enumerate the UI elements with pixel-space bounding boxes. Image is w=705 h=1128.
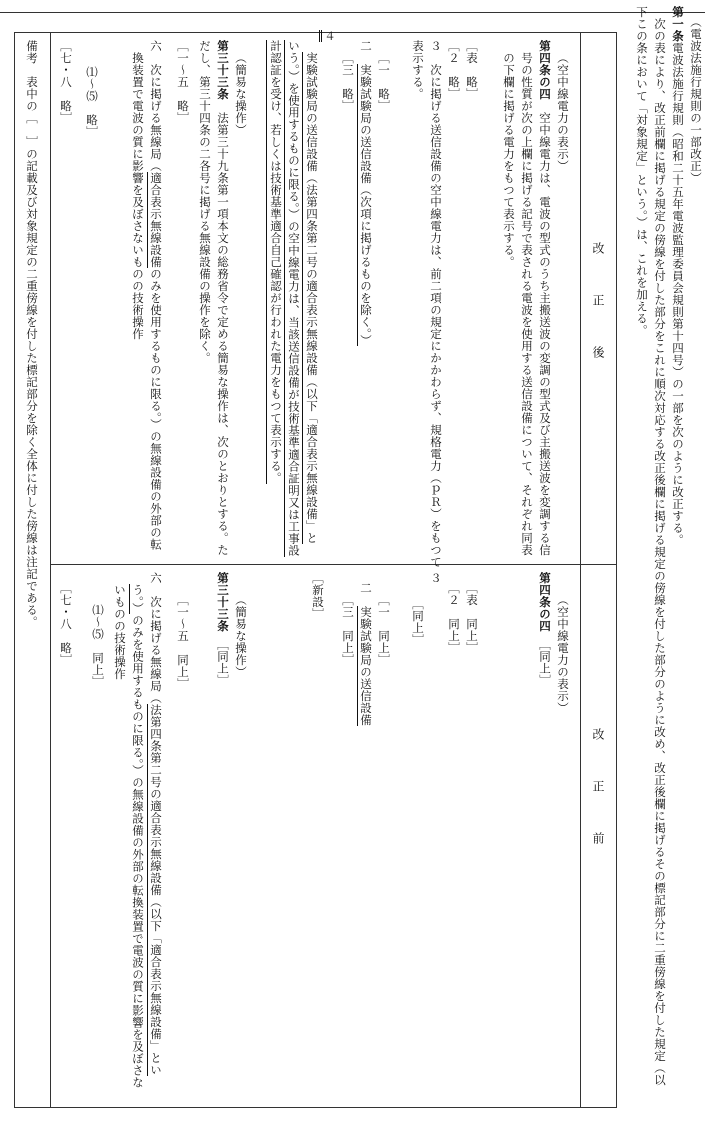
before-p3-same: ［同上］	[410, 598, 425, 646]
after-i6-c: 換装置で電波の質に影響を及ぼさないものの技術操作	[130, 52, 145, 340]
after-i2-pre: 二	[358, 40, 373, 64]
article1-text: 電波法施行規則（昭和二十五年電波監理委員会規則第十四号）の一部を次のように改正する。	[671, 42, 685, 546]
after-art-text: 空中線電力は、電波の型式のうち主搬送波の変調の型式及び主搬送波を変調する信	[537, 112, 552, 556]
top-rule	[0, 12, 705, 13]
table-divider	[50, 564, 617, 565]
before-art	[537, 572, 552, 686]
after-p4a: 実験試験局の送信設備（法第四条第二号の適合表示無線設備（以下「適合表示無線設備」と	[302, 52, 319, 544]
before-table-same: ［表 同上］	[464, 582, 479, 654]
before-i6-a: 六 次に掲げる無線局（	[148, 572, 163, 704]
before-i6-underlined2: う。）	[130, 584, 145, 615]
before-i6-c: いものの技術操作	[112, 584, 127, 680]
after-art-line3: の下欄に掲げる電力をもつて表示する。	[501, 52, 516, 268]
before-a33	[215, 572, 230, 686]
after-p2-omit: ［２ 略］	[446, 40, 461, 100]
before-i6-underlined: 法第四条第二号の適合表示無線設備（以下「適合表示無線設備」とい	[148, 704, 163, 1076]
after-art-label: 第四条の四	[537, 40, 552, 100]
before-c33: （簡易な操作）	[233, 594, 248, 678]
after-i6-a: 六 次に掲げる無線局（	[148, 40, 163, 172]
after-p3: ３ 次に掲げる送信設備の空中線電力は、前二項の規定にかかわらず、規格電力（ｐＲ）をもつて	[428, 40, 443, 568]
before-i1: ［一 同上］	[376, 594, 391, 666]
after-p3b: 表示する。	[410, 40, 425, 100]
after-art-line1	[537, 40, 552, 556]
note-label: 備考	[24, 40, 39, 64]
intro-heading: （電波法施行規則の一部改正）	[689, 16, 703, 184]
header-before: 改正前	[591, 728, 605, 884]
after-i78: ［七・八 略］	[58, 40, 73, 124]
before-i6	[148, 572, 163, 1076]
after-a33-omit: ［一～五 略］	[175, 40, 190, 124]
after-p4-num: ４	[319, 30, 337, 42]
header-after: 改正後	[591, 242, 605, 398]
after-a33	[215, 40, 230, 556]
intro-line4: 下この条において「対象規定」という。）は、これを加える。	[635, 6, 649, 337]
before-p2-same: ［２ 同上］	[446, 582, 461, 654]
after-i3: ［三 略］	[340, 52, 355, 112]
after-art-line2: 号の性質が次の上欄に掲げる記号で表される電波を使用する送信設備について、それぞれ同表	[519, 52, 534, 556]
after-i2	[358, 40, 373, 346]
after-a33-line2: だし、第三十四条の二各号に掲げる無線設備の操作を除く。	[197, 40, 212, 364]
before-i3: ［三 同上］	[340, 594, 355, 666]
before-art-label: 第四条の四	[537, 572, 552, 632]
before-a33-omit: ［一～五 同上］	[175, 594, 190, 690]
after-caption: （空中線電力の表示）	[555, 52, 570, 172]
after-i6-underlined: 適合表示無線設備	[148, 172, 163, 268]
before-art-same: ［同上］	[537, 644, 552, 687]
after-p4b: いう。）を使用するものに限る。）の空中線電力は、当該送信設備が技術基準適合証明又は工事設	[284, 40, 301, 557]
after-table-omit: ［表 略］	[464, 40, 479, 100]
before-sub-same: ⑴～⑸ 同上］	[90, 604, 105, 688]
after-p4c: 計認証を受け、若しくは技術基準適合自己確認が行われた電力をもつて表示する。	[266, 40, 283, 484]
before-i2-pre: 二	[358, 582, 373, 606]
before-p3	[428, 572, 443, 584]
before-p3-num: ３	[428, 572, 443, 584]
after-i6-b: のみを使用するものに限る。）の無線設備の外部の転	[148, 268, 163, 551]
before-i6-b: のみを使用するものに限る。）の無線設備の外部の転換装置で電波の質に影響を及ぼさな	[130, 614, 145, 1089]
note-text: 表中の［ ］の記載及び対象規定の二重傍線を付した標記部分を除く全体に付した傍線は注記である。	[24, 76, 39, 628]
note-divider	[50, 32, 51, 1108]
after-a33-text: 法第三十九条第一項本文の総務省令で定める簡易な操作は、次のとおりとする。た	[215, 112, 230, 556]
before-new: ［新設］	[310, 572, 325, 620]
intro-line3: 次の表により、改正前欄に掲げる規定の傍線を付した部分をこれに順次対応する改正後欄に掲げる規定の傍線を付した部分のように改め、改正後欄に掲げるその標記部分に二重傍線を付した規定（以	[653, 18, 667, 1086]
after-i1: ［一 略］	[376, 52, 391, 112]
before-i78: ［七・八 略］	[58, 582, 73, 666]
before-caption: （空中線電力の表示）	[555, 594, 570, 714]
after-a33-label: 第三十三条	[215, 40, 230, 100]
before-a33-same: ［同上］	[215, 644, 230, 687]
after-i6	[148, 40, 163, 550]
before-i6-line2	[130, 584, 145, 1089]
before-a33-label: 第三十三条	[215, 572, 230, 632]
note	[24, 40, 39, 628]
after-sub-omit: ⑴～⑸ 略］	[84, 66, 99, 138]
article1	[670, 6, 685, 546]
before-i2-underlined: 実験試験局の送信設備	[358, 606, 373, 726]
before-i2	[358, 582, 373, 726]
after-i2-underlined: 実験試験局の送信設備（次項に掲げるものを除く。）	[358, 64, 373, 347]
article1-label: 第一条	[671, 6, 685, 42]
header-divider	[580, 32, 581, 1108]
after-p4	[322, 30, 337, 42]
after-c33: （簡易な操作）	[233, 52, 248, 136]
